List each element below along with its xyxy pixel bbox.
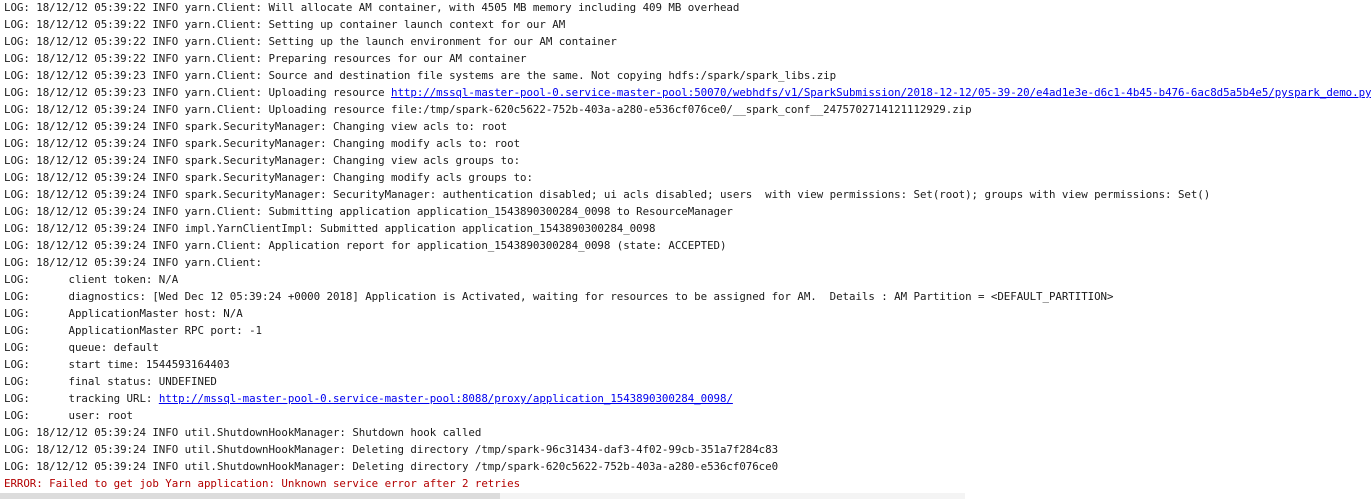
log-line bbox=[4, 153, 1371, 170]
log-line bbox=[4, 272, 1371, 289]
horizontal-scrollbar[interactable] bbox=[0, 493, 965, 499]
log-line-text: LOG: 18/12/12 05:39:24 INFO yarn.Client: Submitting application application_1543890300284_0098 to ResourceManager bbox=[4, 205, 733, 218]
log-line-text: LOG: 18/12/12 05:39:24 INFO yarn.Client: Uploading resource file:/tmp/spark-620c5622-752b-403a-a280-e536cf076ce0/__spark_conf__2475702714121112929.zip bbox=[4, 103, 972, 116]
log-line bbox=[4, 408, 1371, 425]
log-line bbox=[4, 374, 1371, 391]
log-line bbox=[4, 102, 1371, 119]
log-line-text: LOG: client token: N/A bbox=[4, 273, 179, 286]
log-line-text: LOG: 18/12/12 05:39:24 INFO yarn.Client: bbox=[4, 256, 263, 269]
log-line-text: LOG: 18/12/12 05:39:24 INFO impl.YarnClientImpl: Submitted application application_1543890300284_0098 bbox=[4, 222, 656, 235]
log-line-text: LOG: tracking URL: bbox=[4, 392, 159, 405]
log-line bbox=[4, 68, 1371, 85]
log-line-text: LOG: 18/12/12 05:39:24 INFO util.ShutdownHookManager: Deleting directory /tmp/spark-620c5622-752b-403a-a280-e536cf076ce0 bbox=[4, 460, 779, 473]
error-message: ERROR: Failed to get job Yarn application: Unknown service error after 2 retries bbox=[4, 477, 521, 490]
log-line-text: LOG: diagnostics: [Wed Dec 12 05:39:24 +0000 2018] Application is Activated, waiting for resources to be assigned for AM. Details : AM Partition = <DEFAULT_PARTITION> bbox=[4, 290, 1114, 303]
log-line bbox=[4, 442, 1371, 459]
scrollbar-thumb[interactable] bbox=[0, 493, 500, 499]
log-line bbox=[4, 255, 1371, 272]
log-line bbox=[4, 323, 1371, 340]
log-line bbox=[4, 85, 1371, 102]
log-line-text: LOG: 18/12/12 05:39:24 INFO util.ShutdownHookManager: Shutdown hook called bbox=[4, 426, 482, 439]
log-line-text: LOG: 18/12/12 05:39:22 INFO yarn.Client: Setting up container launch context for our AM bbox=[4, 18, 566, 31]
log-line bbox=[4, 459, 1371, 476]
log-line-text: LOG: queue: default bbox=[4, 341, 159, 354]
log-line bbox=[4, 170, 1371, 187]
log-line bbox=[4, 306, 1371, 323]
log-line bbox=[4, 391, 1371, 408]
log-line bbox=[4, 187, 1371, 204]
log-line bbox=[4, 119, 1371, 136]
log-line-text: LOG: 18/12/12 05:39:22 INFO yarn.Client: Preparing resources for our AM container bbox=[4, 52, 527, 65]
log-line bbox=[4, 136, 1371, 153]
log-line-text: LOG: 18/12/12 05:39:24 INFO spark.SecurityManager: SecurityManager: authentication disabled; ui acls disabled; users with view permissions: Set(root); groups with view permissions: Set() bbox=[4, 188, 1211, 201]
log-line-text: LOG: 18/12/12 05:39:24 INFO spark.SecurityManager: Changing view acls groups to: bbox=[4, 154, 521, 167]
log-line bbox=[4, 289, 1371, 306]
log-line-text: LOG: ApplicationMaster RPC port: -1 bbox=[4, 324, 263, 337]
log-line-text: LOG: ApplicationMaster host: N/A bbox=[4, 307, 243, 320]
log-line-text: LOG: 18/12/12 05:39:24 INFO spark.SecurityManager: Changing modify acls to: root bbox=[4, 137, 521, 150]
log-line-text: LOG: 18/12/12 05:39:23 INFO yarn.Client: Source and destination file systems are the same. Not copying hdfs:/spark/spark_libs.zip bbox=[4, 69, 837, 82]
log-line bbox=[4, 17, 1371, 34]
log-line bbox=[4, 221, 1371, 238]
log-line-link[interactable]: http://mssql-master-pool-0.service-master-pool:50070/webhdfs/v1/SparkSubmission/2018-12-12/05-39-20/e4ad1e3e-d6c1-4b45-b476-6ac8d5a5b4e5/pyspark_demo.py bbox=[391, 86, 1371, 99]
log-line-text: LOG: 18/12/12 05:39:22 INFO yarn.Client: Setting up the launch environment for our AM container bbox=[4, 35, 617, 48]
log-line-text: LOG: user: root bbox=[4, 409, 134, 422]
log-line bbox=[4, 425, 1371, 442]
log-line-text: LOG: start time: 1544593164403 bbox=[4, 358, 230, 371]
log-line bbox=[4, 357, 1371, 374]
log-line bbox=[4, 51, 1371, 68]
log-line-link[interactable]: http://mssql-master-pool-0.service-master-pool:8088/proxy/application_1543890300284_0098/ bbox=[158, 392, 733, 405]
log-line-text: LOG: 18/12/12 05:39:23 INFO yarn.Client: Uploading resource bbox=[4, 86, 392, 99]
log-line-text: LOG: 18/12/12 05:39:24 INFO yarn.Client: Application report for application_1543890300284_0098 (state: ACCEPTED) bbox=[4, 239, 727, 252]
log-line-text: LOG: 18/12/12 05:39:22 INFO yarn.Client: Will allocate AM container, with 4505 MB memory including 409 MB overhead bbox=[4, 1, 740, 14]
log-lines bbox=[4, 0, 1371, 493]
log-line-text: LOG: 18/12/12 05:39:24 INFO spark.SecurityManager: Changing modify acls groups to: bbox=[4, 171, 533, 184]
log-line-text: LOG: 18/12/12 05:39:24 INFO util.ShutdownHookManager: Deleting directory /tmp/spark-96c31434-daf3-4f02-99cb-351a7f284c83 bbox=[4, 443, 779, 456]
log-line-text: LOG: final status: UNDEFINED bbox=[4, 375, 217, 388]
log-line bbox=[4, 34, 1371, 51]
log-line bbox=[4, 238, 1371, 255]
log-line bbox=[4, 0, 1371, 17]
log-line-text: LOG: 18/12/12 05:39:24 INFO spark.SecurityManager: Changing view acls to: root bbox=[4, 120, 508, 133]
log-line bbox=[4, 340, 1371, 357]
log-line bbox=[4, 204, 1371, 221]
